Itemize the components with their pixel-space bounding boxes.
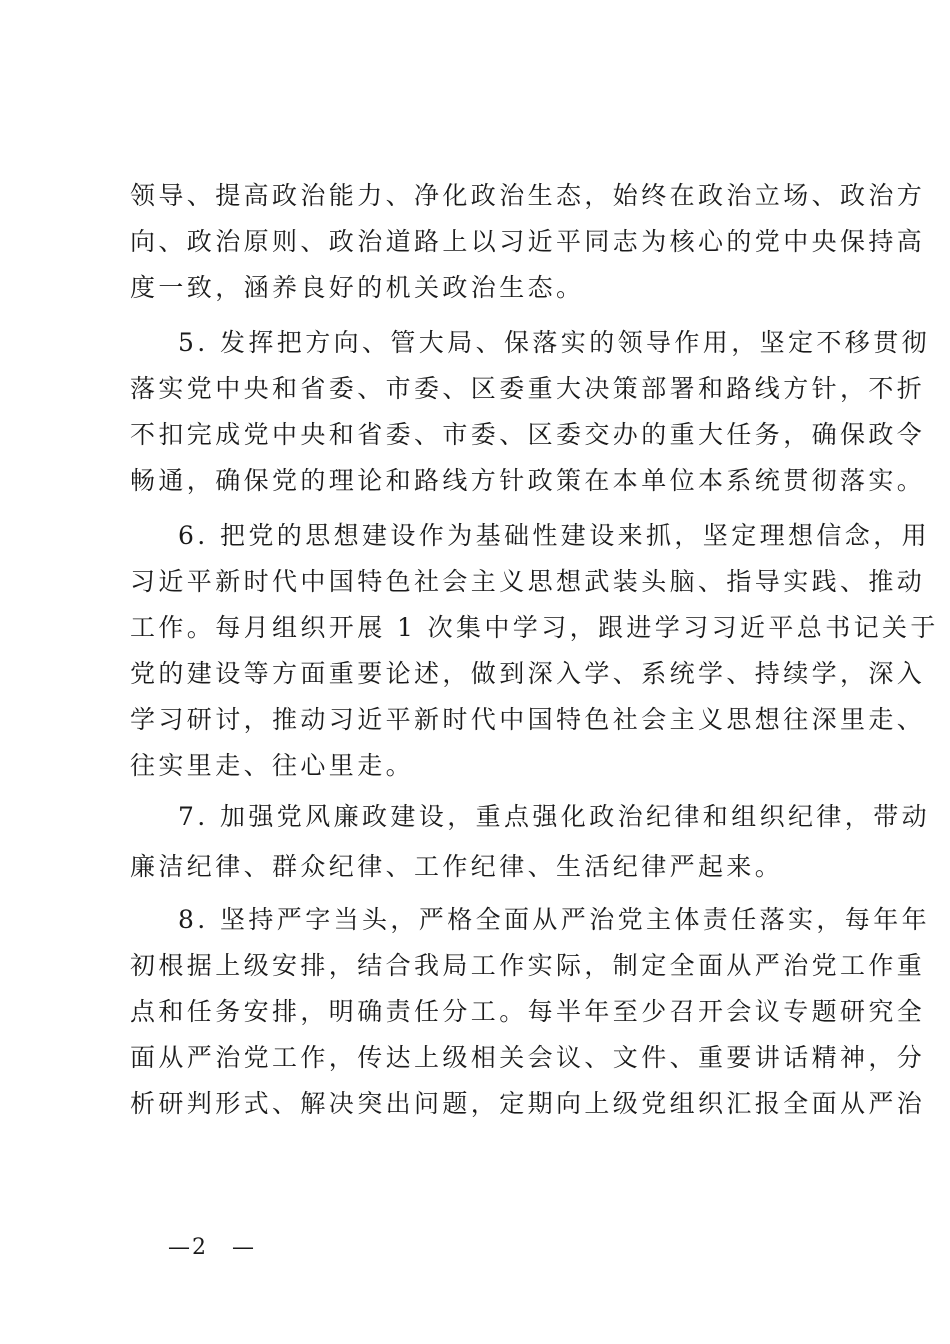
text-line: 领导、提高政治能力、净化政治生态，始终在政治立场、政治方: [130, 181, 926, 210]
text-line: 点和任务安排，明确责任分工。每半年至少召开会议专题研究全: [130, 997, 926, 1026]
page-number: —2 —: [168, 1235, 256, 1260]
text-line: 7. 加强党风廉政建设，重点强化政治纪律和组织纪律，带动: [178, 802, 931, 831]
text-line: 党的建设等方面重要论述，做到深入学、系统学、持续学，深入: [130, 659, 926, 688]
text-line: 习近平新时代中国特色社会主义思想武装头脑、指导实践、推动: [130, 567, 926, 596]
text-line: 6. 把党的思想建设作为基础性建设来抓，坚定理想信念，用: [178, 521, 931, 550]
text-line: 8. 坚持严字当头，严格全面从严治党主体责任落实，每年年: [178, 905, 931, 934]
text-line: 落实党中央和省委、市委、区委重大决策部署和路线方针，不折: [130, 374, 926, 403]
text-line: 工作。每月组织开展 1 次集中学习，跟进学习习近平总书记关于: [130, 613, 939, 642]
text-line: 面从严治党工作，传达上级相关会议、文件、重要讲话精神，分: [130, 1043, 926, 1072]
text-line: 5. 发挥把方向、管大局、保落实的领导作用，坚定不移贯彻: [178, 328, 931, 357]
text-line: 析研判形式、解决突出问题，定期向上级党组织汇报全面从严治: [130, 1089, 926, 1118]
text-line: 向、政治原则、政治道路上以习近平同志为核心的党中央保持高: [130, 227, 926, 256]
text-line: 初根据上级安排，结合我局工作实际，制定全面从严治党工作重: [130, 951, 926, 980]
text-line: 不扣完成党中央和省委、市委、区委交办的重大任务，确保政令: [130, 420, 926, 449]
text-line: 往实里走、往心里走。: [130, 751, 415, 780]
text-line: 畅通，确保党的理论和路线方针政策在本单位本系统贯彻落实。: [130, 466, 926, 495]
text-line: 度一致，涵养良好的机关政治生态。: [130, 273, 585, 302]
text-line: 学习研讨，推动习近平新时代中国特色社会主义思想往深里走、: [130, 705, 926, 734]
text-line: 廉洁纪律、群众纪律、工作纪律、生活纪律严起来。: [130, 852, 784, 881]
